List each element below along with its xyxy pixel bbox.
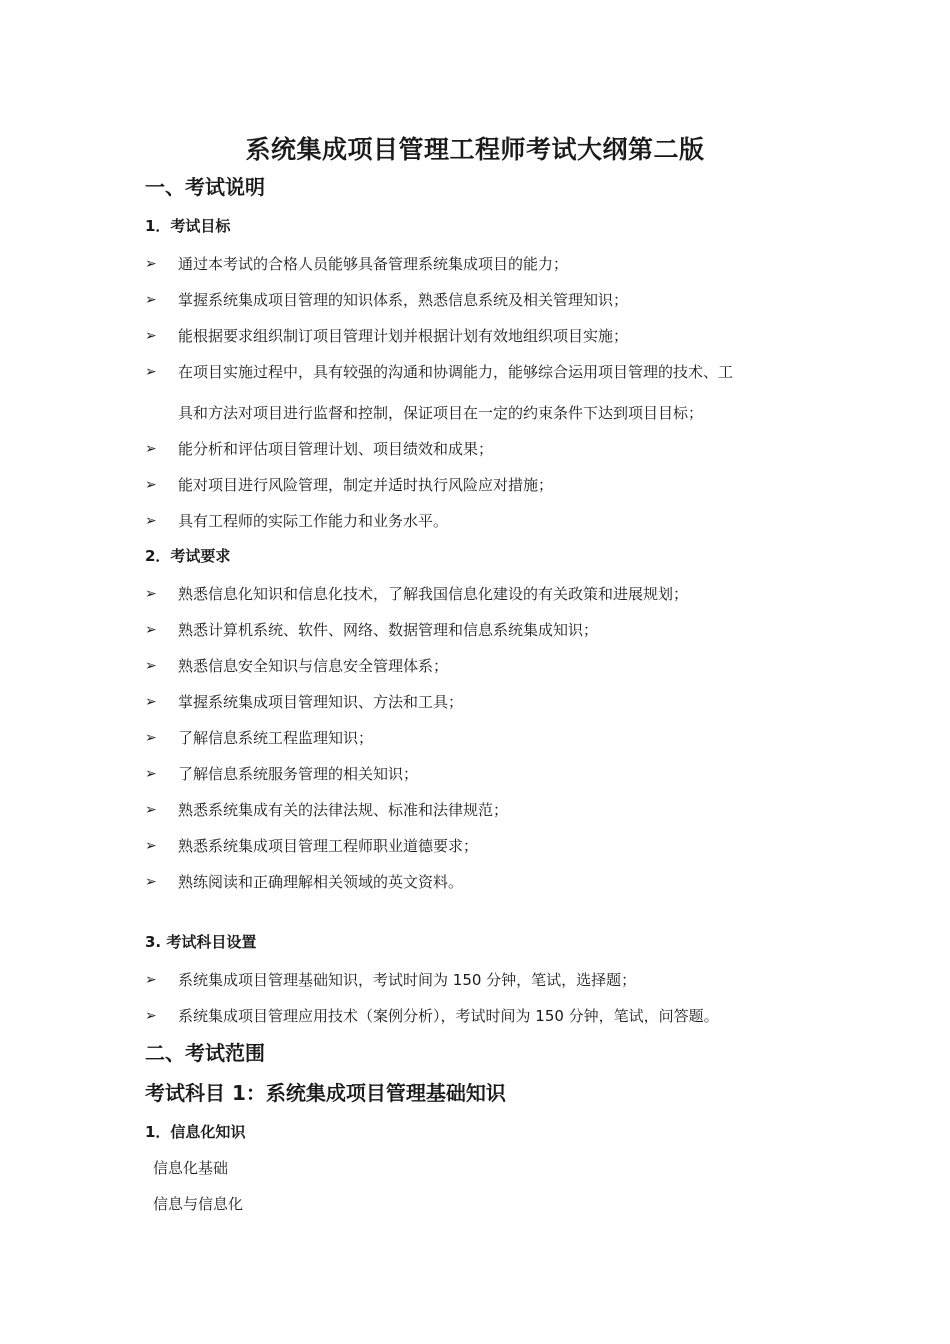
list-item-text: 熟悉信息化知识和信息化技术，了解我国信息化建设的有关政策和进展规划； xyxy=(178,585,689,603)
list-item-text: 具和方法对项目进行监督和控制，保证项目在一定的约束条件下达到项目目标； xyxy=(178,404,704,422)
arrow-bullet-icon: ➢ xyxy=(145,694,157,710)
arrow-bullet-icon: ➢ xyxy=(145,874,157,890)
arrow-bullet-icon: ➢ xyxy=(145,658,157,674)
subject-heading-basic-knowledge: 考试科目 1：系统集成项目管理基础知识 xyxy=(145,1081,506,1105)
list-item-text: 掌握系统集成项目管理知识、方法和工具； xyxy=(178,693,464,711)
topic-line: 信息与信息化 xyxy=(153,1195,244,1213)
list-item-text: 具有工程师的实际工作能力和业务水平。 xyxy=(178,512,449,530)
list-item-text: 了解信息系统工程监理知识； xyxy=(178,729,374,747)
section-heading-exam-scope: 二、考试范围 xyxy=(145,1041,265,1065)
list-item-text: 熟悉信息安全知识与信息安全管理体系； xyxy=(178,657,449,675)
list-item-text: 系统集成项目管理基础知识，考试时间为 150 分钟，笔试，选择题； xyxy=(178,971,637,989)
list-item-text: 熟练阅读和正确理解相关领域的英文资料。 xyxy=(178,873,464,891)
arrow-bullet-icon: ➢ xyxy=(145,622,157,638)
subsection-heading-exam-subjects: 3. 考试科目设置 xyxy=(145,933,257,951)
arrow-bullet-icon: ➢ xyxy=(145,972,157,988)
list-item-text: 熟悉系统集成有关的法律法规、标准和法律规范； xyxy=(178,801,509,819)
topic-heading-informatization: 1．信息化知识 xyxy=(145,1123,246,1141)
arrow-bullet-icon: ➢ xyxy=(145,513,157,529)
arrow-bullet-icon: ➢ xyxy=(145,1008,157,1024)
subsection-heading-exam-requirements: 2．考试要求 xyxy=(145,547,231,565)
list-item-text: 掌握系统集成项目管理的知识体系，熟悉信息系统及相关管理知识； xyxy=(178,291,629,309)
topic-line: 信息化基础 xyxy=(153,1159,229,1177)
arrow-bullet-icon: ➢ xyxy=(145,328,157,344)
arrow-bullet-icon: ➢ xyxy=(145,477,157,493)
list-item-text: 熟悉系统集成项目管理工程师职业道德要求； xyxy=(178,837,479,855)
list-item-text: 能分析和评估项目管理计划、项目绩效和成果； xyxy=(178,440,494,458)
arrow-bullet-icon: ➢ xyxy=(145,292,157,308)
arrow-bullet-icon: ➢ xyxy=(145,441,157,457)
arrow-bullet-icon: ➢ xyxy=(145,364,157,380)
arrow-bullet-icon: ➢ xyxy=(145,256,157,272)
arrow-bullet-icon: ➢ xyxy=(145,730,157,746)
arrow-bullet-icon: ➢ xyxy=(145,802,157,818)
list-item-text: 能对项目进行风险管理，制定并适时执行风险应对措施； xyxy=(178,476,554,494)
list-item-text: 通过本考试的合格人员能够具备管理系统集成项目的能力； xyxy=(178,255,569,273)
document-title: 系统集成项目管理工程师考试大纲第二版 xyxy=(245,135,705,164)
list-item-text: 熟悉计算机系统、软件、网络、数据管理和信息系统集成知识； xyxy=(178,621,599,639)
section-heading-exam-description: 一、考试说明 xyxy=(145,175,265,199)
list-item-text: 了解信息系统服务管理的相关知识； xyxy=(178,765,419,783)
arrow-bullet-icon: ➢ xyxy=(145,586,157,602)
list-item-text: 能根据要求组织制订项目管理计划并根据计划有效地组织项目实施； xyxy=(178,327,629,345)
list-item-text: 系统集成项目管理应用技术（案例分析），考试时间为 150 分钟，笔试，问答题。 xyxy=(178,1007,719,1025)
arrow-bullet-icon: ➢ xyxy=(145,766,157,782)
subsection-heading-exam-goals: 1．考试目标 xyxy=(145,217,231,235)
arrow-bullet-icon: ➢ xyxy=(145,838,157,854)
list-item-text: 在项目实施过程中，具有较强的沟通和协调能力，能够综合运用项目管理的技术、工 xyxy=(178,363,734,381)
